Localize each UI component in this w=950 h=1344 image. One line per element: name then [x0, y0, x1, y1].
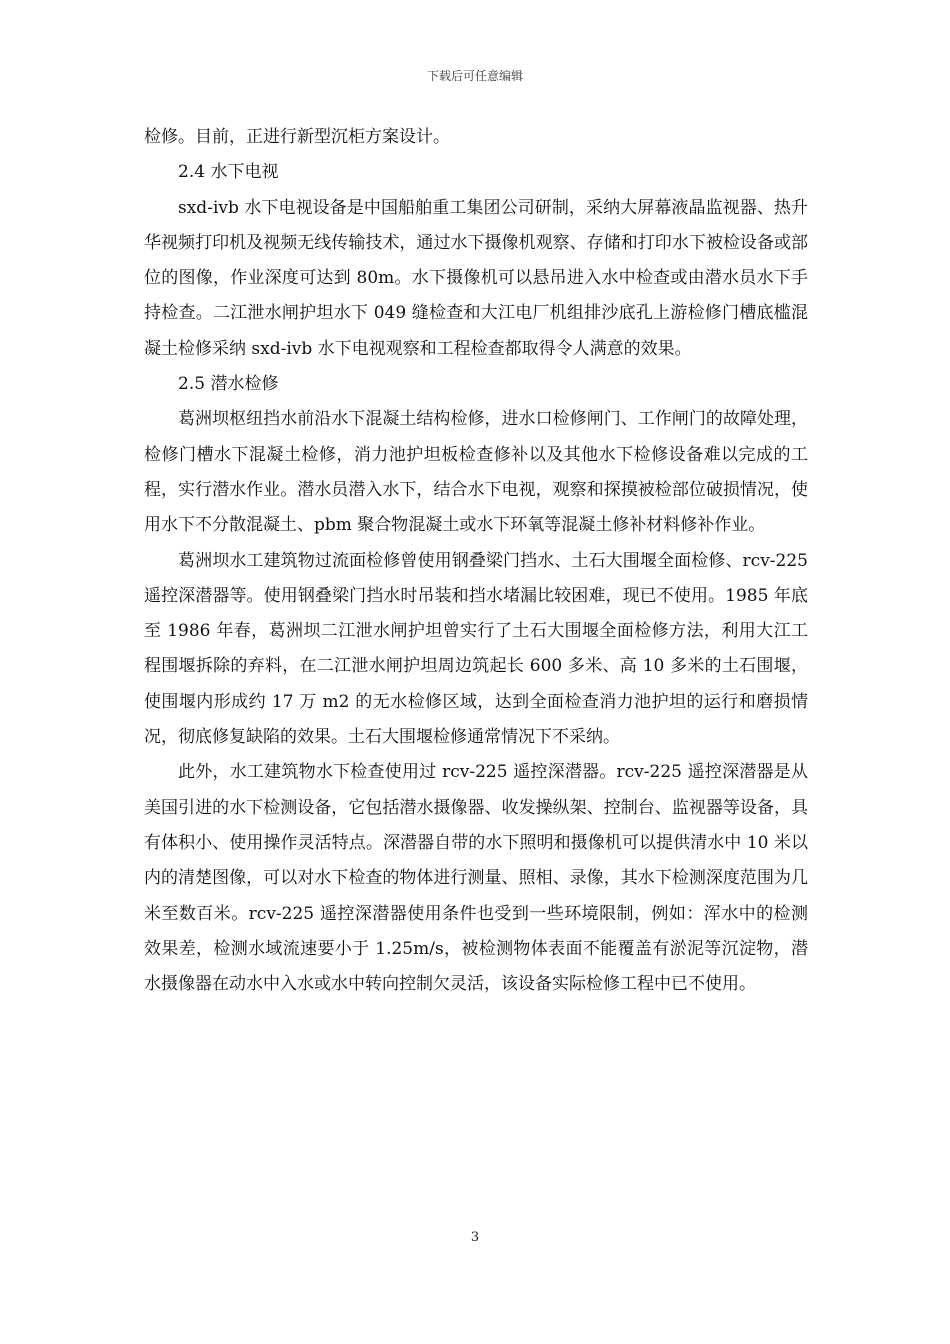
paragraph-rcv-225: 此外，水工建筑物水下检查使用过 rcv-225 遥控深潜器。rcv-225 遥控深潜器是从美国引进的水下检测设备，它包括潜水摄像器、收发操纵架、控制台、监视器等设备，具有体积小、使用操作灵活特点。深潜器自带的水下照明和摄像机可以提供清水中 10 米以内的清楚图像，可以对水下检查的物体进行测量、照相、录像，其水下检测深度范围为几米至数百米。rcv-225 遥控深潜器使用条件也受到一些环境限制，例如：浑水中的检测效果差，检测水域流速要小于 1.25m/s，被检测物体表面不能覆盖有淤泥等沉淀物，潜水摄像器在动水中入水或水中转向控制欠灵活，该设备实际检修工程中已不使用。: [144, 762, 808, 995]
header-text: 下载后可任意编辑: [426, 69, 523, 83]
page-header: [0, 68, 950, 84]
page-footer: [0, 1230, 950, 1246]
document-body: [144, 120, 808, 1002]
section-heading-2-5: 2.5 潜水检修: [178, 374, 279, 395]
paragraph-underwater-tv: sxd-ivb 水下电视设备是中国船舶重工集团公司研制，采纳大屏幕液晶监视器、热升华视频打印机及视频无线传输技术，通过水下摄像机观察、存储和打印水下被检设备或部位的图像，作业深度可达到 80m。水下摄像机可以悬吊进入水中检查或由潜水员水下手持检查。二江泄水闸护坦水下 049 缝检查和大江电厂机组排沙底孔上游检修门槽底槛混凝土检修采纳 sxd-ivb 水下电视观察和工程检查都取得令人满意的效果。: [144, 197, 808, 359]
section-heading-2-4: 2.4 水下电视: [178, 162, 279, 183]
paragraph-continuation: 检修。目前，正进行新型沉柜方案设计。: [144, 127, 450, 147]
paragraph-overflow-surface: 葛洲坝水工建筑物过流面检修曾使用钢叠梁门挡水、土石大围堰全面检修、rcv-225 遥控深潜器等。使用钢叠梁门挡水时吊装和挡水堵漏比较困难，现已不使用。1985 年底至 1986 年春，葛洲坝二江泄水闸护坦曾实行了土石大围堰全面检修方法，利用大江工程围堰拆除的弃料，在二江泄水闸护坦周边筑起长 600 多米、高 10 多米的土石围堰，使围堰内形成约 17 万 m2 的无水检修区域，达到全面检查消力池护坦的运行和磨损情况，彻底修复缺陷的效果。土石大围堰检修通常情况下不采纳。: [144, 550, 808, 748]
paragraph-diving-maintenance: 葛洲坝枢纽挡水前沿水下混凝土结构检修，进水口检修闸门、工作闸门的故障处理，检修门槽水下混凝土检修，消力池护坦板检查修补以及其他水下检修设备难以完成的工程，实行潜水作业。潜水员潜入水下，结合水下电视，观察和探摸被检部位破损情况，使用水下不分散混凝土、pbm 聚合物混凝土或水下环氧等混凝土修补材料修补作业。: [144, 409, 808, 536]
page-number: 3: [470, 1230, 480, 1245]
